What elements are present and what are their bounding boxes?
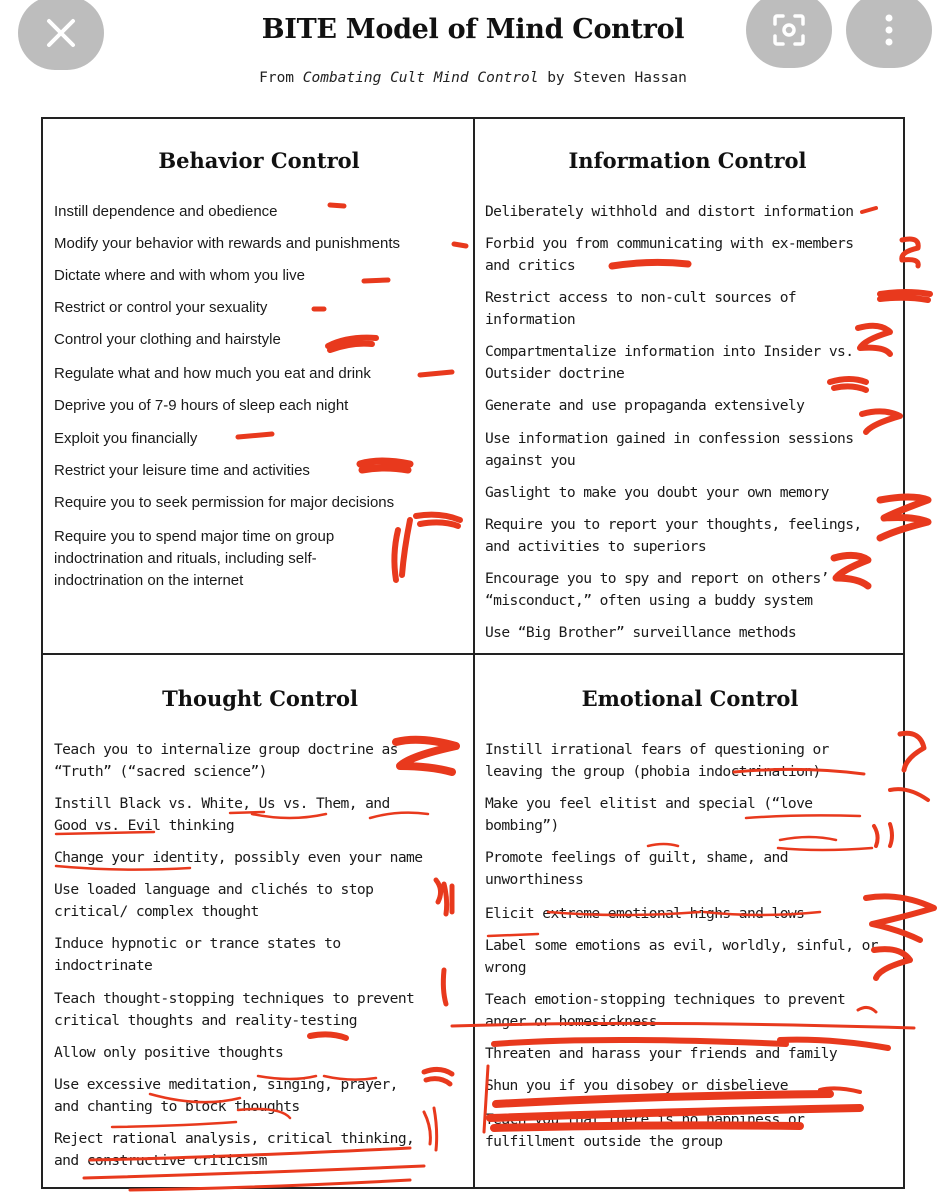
list-item: Use “Big Brother” surveillance methods bbox=[485, 624, 797, 641]
list-item: Encourage you to spy and report on others’ “misconduct,” often using a buddy system bbox=[485, 570, 829, 609]
list-item: Modify your behavior with rewards and punishments bbox=[54, 235, 401, 252]
list-item: Use excessive meditation, singing, prayer, and chanting to block thoughts bbox=[54, 1076, 398, 1115]
list-item: Threaten and harass your friends and family bbox=[485, 1045, 838, 1062]
list-item: Forbid you from communicating with ex-members and critics bbox=[485, 235, 854, 274]
list-item: Require you to spend major time on group indoctrination and rituals, including self-indoctrination on the internet bbox=[54, 528, 335, 589]
emotional-control-section bbox=[485, 686, 905, 1153]
list-item: Instill dependence and obedience bbox=[54, 203, 278, 220]
behavior-heading: Behavior Control bbox=[158, 148, 360, 173]
list-item: Restrict or control your sexuality bbox=[54, 299, 268, 316]
list-item: Regulate what and how much you eat and drink bbox=[54, 365, 371, 382]
list-item: Label some emotions as evil, worldly, sinful, or wrong bbox=[485, 937, 878, 976]
list-item: Compartmentalize information into Insider vs. Outsider doctrine bbox=[485, 343, 854, 382]
list-item: Exploit you financially bbox=[54, 430, 198, 447]
list-item: Restrict your leisure time and activities bbox=[54, 462, 310, 479]
list-item: Control your clothing and hairstyle bbox=[54, 331, 281, 348]
document-title: BITE Model of Mind Control bbox=[261, 14, 685, 45]
subtitle-author: by Steven Hassan bbox=[538, 70, 687, 86]
list-item: Allow only positive thoughts bbox=[54, 1044, 284, 1061]
list-item: Induce hypnotic or trance states to indoctrinate bbox=[54, 935, 341, 974]
thought-heading: Thought Control bbox=[162, 686, 358, 711]
list-item: Generate and use propaganda extensively bbox=[485, 397, 805, 414]
list-item: Instill irrational fears of questioning or leaving the group (phobia indoctrination) bbox=[485, 741, 829, 780]
behavior-control-section bbox=[54, 148, 474, 592]
list-item: Promote feelings of guilt, shame, and unworthiness bbox=[485, 849, 788, 888]
emotional-heading: Emotional Control bbox=[581, 686, 799, 711]
list-item: Teach thought-stopping techniques to prevent critical thoughts and reality-testing bbox=[54, 990, 415, 1029]
list-item: Teach you to internalize group doctrine as “Truth” (“sacred science”) bbox=[54, 741, 398, 780]
information-control-section bbox=[485, 148, 905, 644]
information-heading: Information Control bbox=[568, 148, 807, 173]
list-item: Require you to report your thoughts, feelings, and activities to superiors bbox=[485, 516, 862, 555]
list-item: Make you feel elitist and special (“love bombing”) bbox=[485, 795, 813, 834]
list-item: Elicit extreme emotional highs and lows bbox=[485, 905, 805, 922]
list-item: Reject rational analysis, critical thinking, and constructive criticism bbox=[54, 1130, 415, 1169]
emotional-list bbox=[485, 739, 883, 1153]
list-item: Shun you if you disobey or disbelieve bbox=[485, 1077, 788, 1094]
list-item: Use loaded language and clichés to stop critical/ complex thought bbox=[54, 881, 374, 920]
list-item: Teach you that there is no happiness or fulfillment outside the group bbox=[485, 1111, 805, 1150]
thought-list bbox=[54, 739, 424, 1172]
list-item: Change your identity, possibly even your name bbox=[54, 849, 423, 866]
list-item: Instill Black vs. White, Us vs. Them, and Good vs. Evil thinking bbox=[54, 795, 390, 834]
list-item: Dictate where and with whom you live bbox=[54, 267, 305, 284]
list-item: Deprive you of 7-9 hours of sleep each night bbox=[54, 397, 349, 414]
list-item: Restrict access to non-cult sources of information bbox=[485, 289, 797, 328]
thought-control-section bbox=[54, 686, 474, 1172]
list-item: Require you to seek permission for major decisions bbox=[54, 494, 395, 511]
subtitle-book: Combating Cult Mind Control bbox=[302, 70, 539, 86]
grid-horizontal-divider bbox=[43, 653, 903, 655]
behavior-list bbox=[54, 201, 454, 592]
list-item: Gaslight to make you doubt your own memory bbox=[485, 484, 829, 501]
list-item: Deliberately withhold and distort information bbox=[485, 203, 854, 220]
document-subtitle bbox=[0, 70, 946, 86]
list-item: Teach emotion-stopping techniques to prevent anger or homesickness bbox=[485, 991, 846, 1030]
list-item: Use information gained in confession sessions against you bbox=[485, 430, 854, 469]
information-list bbox=[485, 201, 885, 644]
subtitle-prefix: From bbox=[259, 70, 303, 86]
